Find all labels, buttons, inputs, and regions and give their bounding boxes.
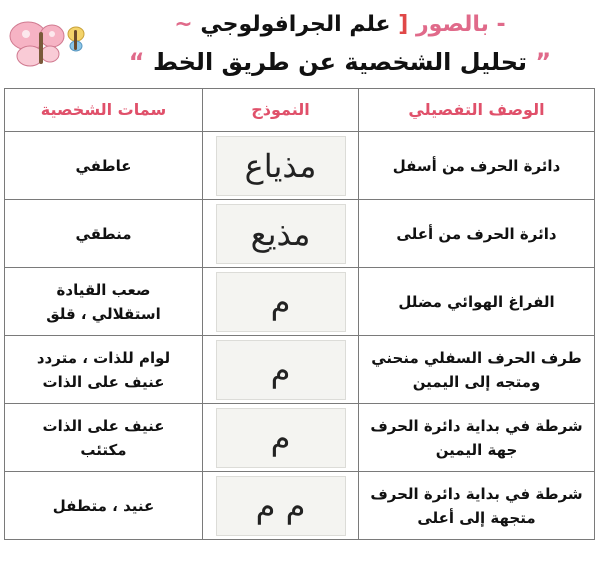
table-header-row bbox=[5, 89, 595, 132]
handwriting-sample: م bbox=[216, 408, 346, 468]
trait-line: عاطفي bbox=[75, 156, 132, 175]
traits-cell bbox=[5, 404, 203, 472]
model-cell bbox=[203, 200, 359, 268]
header-description: الوصف التفصيلي bbox=[359, 89, 595, 132]
trait-line: استقلالي ، قلق bbox=[46, 304, 161, 323]
traits-cell bbox=[5, 132, 203, 200]
handwriting-sample: م bbox=[216, 272, 346, 332]
model-cell bbox=[203, 132, 359, 200]
handwriting-sample: م bbox=[216, 340, 346, 400]
page-header bbox=[0, 0, 600, 86]
subtitle-open-quote: ” bbox=[535, 48, 552, 76]
traits-cell bbox=[5, 472, 203, 540]
trait-line: عنيد ، متطفل bbox=[52, 496, 155, 515]
model-cell bbox=[203, 336, 359, 404]
trait-line: عنيف على الذات bbox=[42, 416, 165, 435]
model-cell bbox=[203, 268, 359, 336]
description-line: ومتجه إلى اليمين bbox=[412, 372, 541, 391]
handwriting-sample: مذيع bbox=[216, 204, 346, 264]
description-line: دائرة الحرف من أسفل bbox=[392, 156, 561, 175]
title-tilde: ~ bbox=[174, 12, 193, 37]
model-cell bbox=[203, 404, 359, 472]
traits-cell bbox=[5, 268, 203, 336]
description-line: دائرة الحرف من أعلى bbox=[396, 224, 557, 243]
description-cell bbox=[359, 472, 595, 540]
butterfly-icon bbox=[6, 12, 90, 78]
page-subtitle bbox=[100, 46, 580, 78]
handwriting-sample: م م bbox=[216, 476, 346, 536]
description-cell bbox=[359, 268, 595, 336]
table-row bbox=[5, 200, 595, 268]
description-line: شرطة في بداية دائرة الحرف bbox=[370, 416, 583, 435]
description-cell bbox=[359, 404, 595, 472]
table-row bbox=[5, 404, 595, 472]
traits-cell bbox=[5, 336, 203, 404]
trait-line: عنيف على الذات bbox=[42, 372, 165, 391]
traits-table bbox=[4, 88, 595, 540]
description-cell bbox=[359, 132, 595, 200]
trait-line: منطقي bbox=[75, 224, 132, 243]
traits-cell bbox=[5, 200, 203, 268]
table-row bbox=[5, 472, 595, 540]
description-line: متجهة إلى أعلى bbox=[417, 508, 536, 527]
table-row bbox=[5, 336, 595, 404]
page-title bbox=[100, 10, 580, 40]
description-line: شرطة في بداية دائرة الحرف bbox=[370, 484, 583, 503]
trait-line: مكتئب bbox=[80, 440, 127, 459]
title-main: علم الجرافولوجي bbox=[200, 12, 391, 37]
model-cell bbox=[203, 472, 359, 540]
trait-line: لوام للذات ، متردد bbox=[36, 348, 171, 367]
header-traits: سمات الشخصية bbox=[5, 89, 203, 132]
description-line: طرف الحرف السفلي منحني bbox=[371, 348, 582, 367]
description-cell bbox=[359, 200, 595, 268]
table-row bbox=[5, 132, 595, 200]
description-line: الفراغ الهوائي مضلل bbox=[398, 292, 555, 311]
description-cell bbox=[359, 336, 595, 404]
subtitle-main: تحليل الشخصية عن طريق الخط bbox=[152, 48, 528, 76]
title-bracket: [ bbox=[398, 12, 409, 37]
header-model: النموذج bbox=[203, 89, 359, 132]
description-line: جهة اليمين bbox=[435, 440, 518, 459]
subtitle-close-quote: “ bbox=[128, 48, 145, 76]
title-prefix: - بالصور bbox=[415, 12, 506, 37]
trait-line: صعب القيادة bbox=[56, 280, 151, 299]
table-row bbox=[5, 268, 595, 336]
handwriting-sample: مذياع bbox=[216, 136, 346, 196]
